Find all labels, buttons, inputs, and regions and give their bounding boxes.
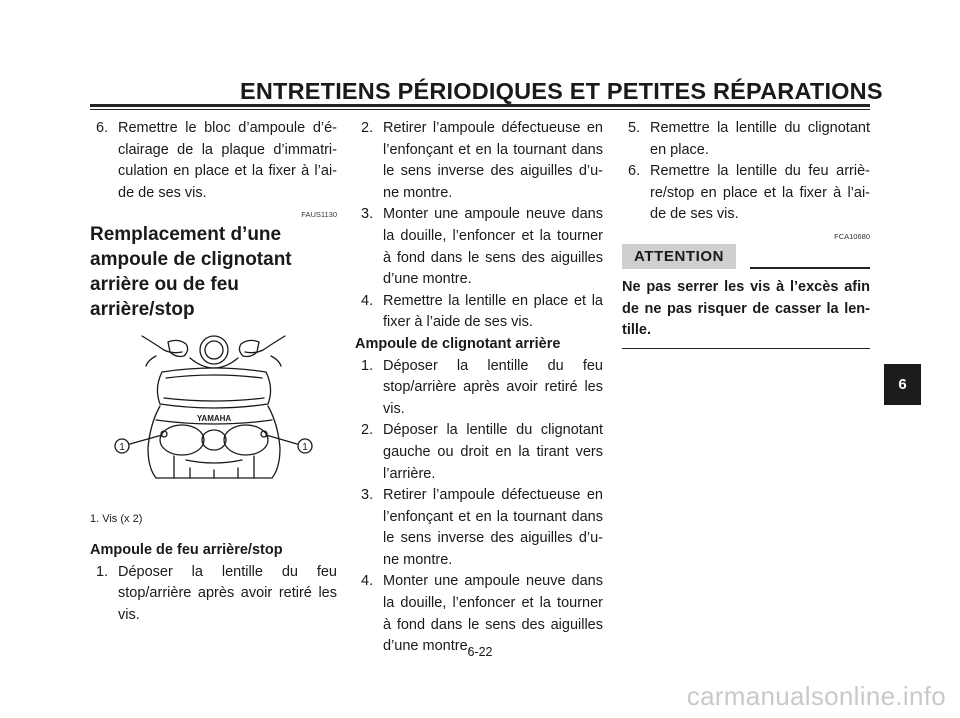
step-text: Remettre la lentille du feu arriè-re/stop en place et la fixer à l’ai-de de ses vis. — [650, 163, 870, 223]
step-number: 3. — [361, 487, 374, 504]
step-item — [622, 161, 870, 226]
header-rule — [90, 104, 870, 107]
chapter-tab: 6 — [884, 364, 921, 405]
attention-bottom-rule — [622, 348, 870, 350]
step-item — [622, 118, 870, 161]
column-middle — [355, 118, 603, 658]
step-number: 4. — [361, 292, 374, 309]
step-item — [355, 118, 603, 204]
step-number: 3. — [361, 206, 374, 223]
step-number: 4. — [361, 573, 374, 590]
attention-text: Ne pas serrer les vis à l’excès afin de ne pas risquer de casser la len-tille. — [622, 278, 870, 339]
step-text: Remettre la lentille en place et la fixer à l’aide de ses vis. — [383, 292, 603, 331]
step-item — [355, 485, 603, 571]
page-header-title: ENTRETIENS PÉRIODIQUES ET PETITES RÉPARATIONS — [240, 78, 883, 104]
header-rule-thin — [90, 109, 870, 110]
attention-badge: ATTENTION — [622, 244, 736, 269]
attention-notice-header — [622, 244, 870, 269]
step-text: Monter une ampoule neuve dans la douille, l’enfoncer et la tourner à fond dans le sens des aiguilles d’une montre. — [383, 206, 603, 288]
step-item — [355, 356, 603, 421]
subsection-heading: Ampoule de feu arrière/stop — [90, 541, 283, 558]
step-number: 6. — [628, 163, 641, 180]
step-number: 2. — [361, 120, 374, 136]
figure-caption: 1. Vis (x 2) — [90, 512, 143, 525]
step-text: Retirer l’ampoule défectueuse en l’enfonçant et en la tournant dans le sens inverse des aiguilles d’u-ne montre. — [383, 487, 603, 568]
step-text: Remettre la lentille du clignotant en place. — [650, 120, 870, 158]
step-number: 1. — [96, 563, 109, 580]
section-heading: Remplacement d’une ampoule de clignotant arrière ou de feu arrière/stop — [90, 224, 292, 321]
taillight-illustration — [90, 328, 337, 498]
step-item — [355, 420, 603, 485]
subsection-heading: Ampoule de clignotant arrière — [355, 335, 561, 352]
step-item — [355, 204, 603, 290]
step-item — [90, 562, 337, 627]
step-item — [90, 118, 337, 204]
step-text: Déposer la lentille du clignotant gauche ou droit en la tirant vers l’arrière. — [383, 422, 603, 482]
step-text: Déposer la lentille du feu stop/arrière après avoir retiré les vis. — [118, 563, 337, 623]
reference-code: FAUS1130 — [301, 210, 337, 220]
step-text: Retirer l’ampoule défectueuse en l’enfonçant et en la tournant dans le sens inverse des aiguilles d’u-ne montre. — [383, 120, 603, 201]
step-item — [355, 291, 603, 334]
callout-number: 1 — [119, 442, 125, 454]
attention-rule — [750, 267, 870, 269]
step-text: Remettre le bloc d’ampoule d’é-clairage de la plaque d’immatri-culation en place et la fixer à l’ai-de de ses vis. — [118, 120, 337, 201]
step-number: 5. — [628, 120, 641, 136]
page-number: 6-22 — [467, 645, 493, 659]
step-number: 1. — [361, 357, 374, 374]
step-number: 2. — [361, 422, 374, 439]
column-right — [622, 118, 870, 349]
watermark: carmanualsonline.info — [686, 681, 946, 711]
reference-code: FCA10680 — [834, 231, 870, 241]
step-text: Monter une ampoule neuve dans la douille, l’enfoncer et la tourner à fond dans le sens des aiguilles d’une montre. — [383, 573, 603, 655]
column-left — [90, 118, 337, 626]
step-number: 6. — [96, 120, 109, 136]
callout-number: 1 — [302, 442, 308, 454]
brand-logo: YAMAHA — [196, 414, 232, 424]
step-text: Déposer la lentille du feu stop/arrière après avoir retiré les vis. — [383, 357, 603, 417]
